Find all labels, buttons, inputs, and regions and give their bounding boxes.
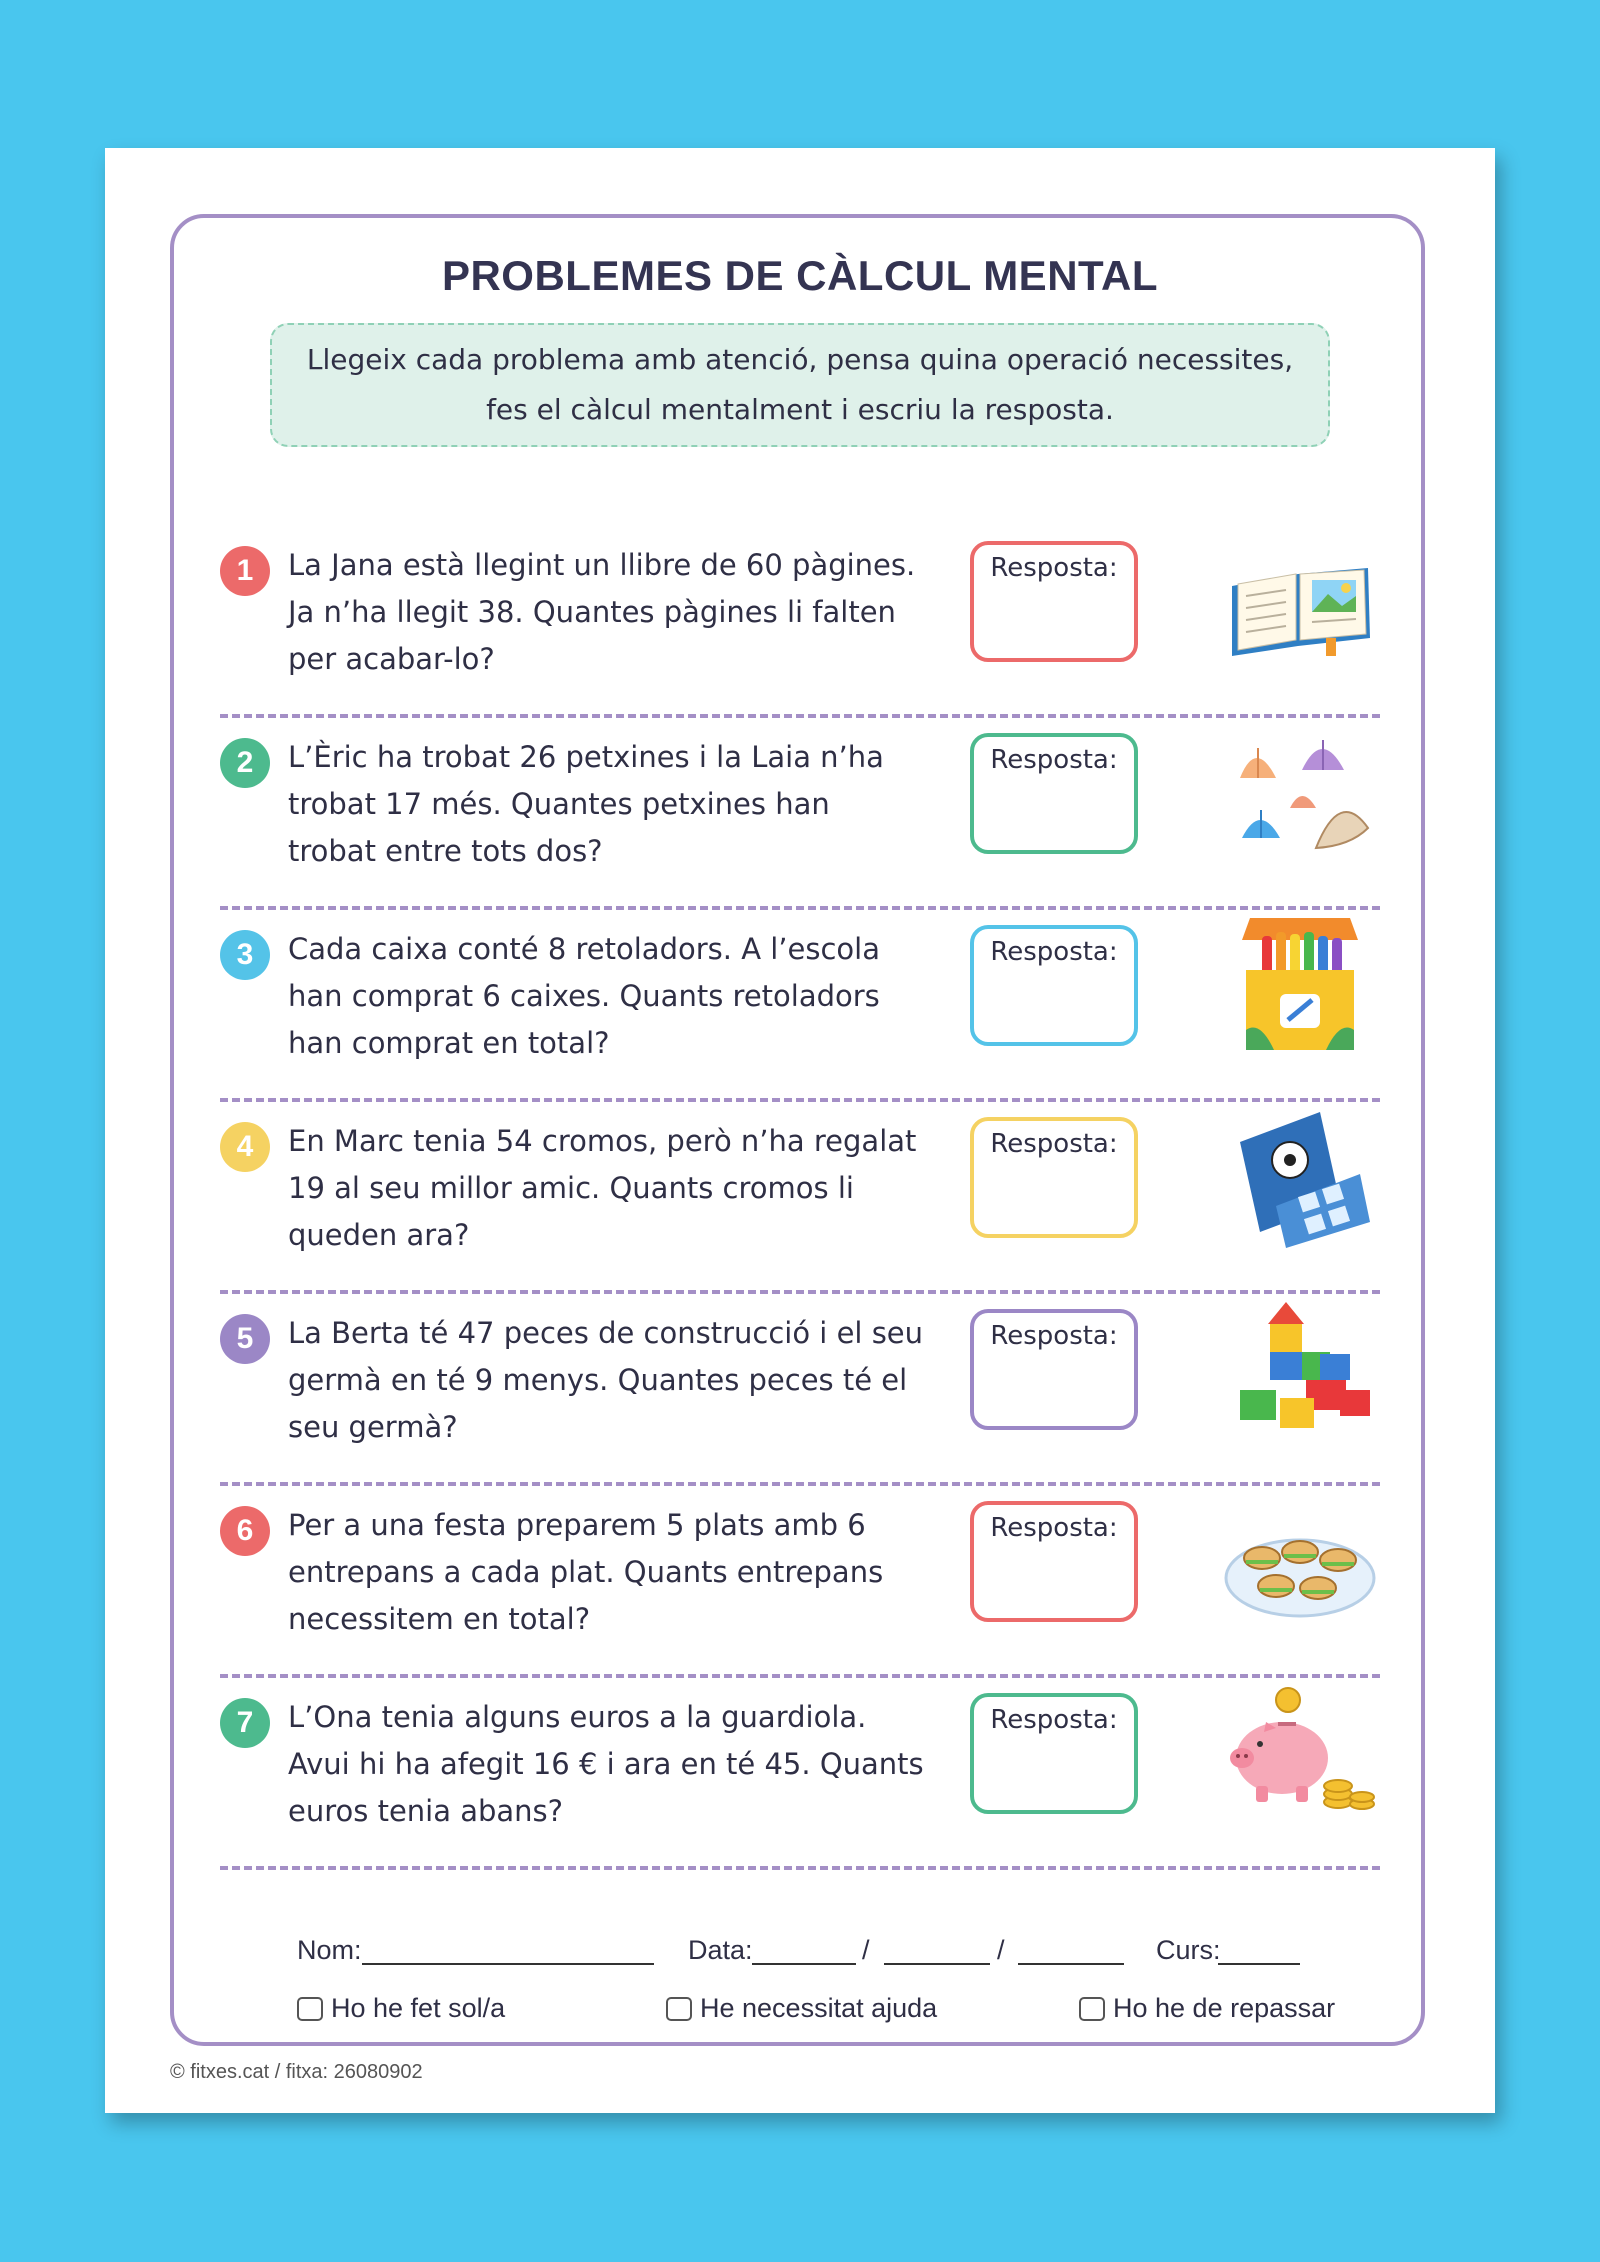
answer-label: Resposta: — [990, 937, 1118, 967]
checkbox-label: Ho he de repassar — [1113, 1993, 1336, 2023]
answer-label: Resposta: — [990, 1321, 1118, 1351]
problem-text-line: per acabar-lo? — [288, 642, 495, 676]
problem-number-badge: 2 — [220, 738, 270, 788]
name-label: Nom: — [297, 1935, 362, 1965]
answer-box[interactable] — [970, 1309, 1138, 1430]
worksheet — [105, 148, 1495, 2113]
problem-text-line: En Marc tenia 54 cromos, però n’ha regalat — [288, 1124, 917, 1158]
page-title: PROBLEMES DE CÀLCUL MENTAL — [441, 252, 1159, 299]
date-year-field[interactable] — [1018, 1963, 1124, 1965]
answer-box[interactable] — [970, 733, 1138, 854]
sticker-album-icon — [1220, 1102, 1380, 1252]
problem-2 — [220, 718, 1380, 910]
problem-text-line: seu germà? — [288, 1410, 458, 1444]
answer-box[interactable] — [970, 1117, 1138, 1238]
check-needed-help[interactable] — [666, 1993, 937, 2024]
problem-text-line: La Jana està llegint un llibre de 60 pàgines. — [288, 548, 916, 582]
problem-5 — [220, 1294, 1380, 1486]
date-label: Data: — [688, 1935, 753, 1965]
problem-text-line: La Berta té 47 peces de construcció i el seu — [288, 1316, 924, 1350]
problem-text-line: han comprat en total? — [288, 1026, 610, 1060]
answer-label: Resposta: — [990, 553, 1118, 583]
problem-number-badge: 1 — [220, 546, 270, 596]
problem-text — [288, 1118, 917, 1259]
answer-label: Resposta: — [990, 745, 1118, 775]
check-need-review[interactable] — [1079, 1993, 1335, 2024]
dashed-divider — [220, 1866, 1380, 1870]
copyright-text: © fitxes.cat / fitxa: 26080902 — [170, 2061, 423, 2083]
problem-number-badge: 4 — [220, 1122, 270, 1172]
name-field[interactable] — [362, 1963, 654, 1965]
problem-text-line: entrepans a cada plat. Quants entrepans — [288, 1555, 884, 1589]
problem-text-line: Per a una festa preparem 5 plats amb 6 — [288, 1508, 866, 1542]
problem-text-line: trobat entre tots dos? — [288, 834, 603, 868]
instructions-box — [270, 323, 1330, 447]
date-month-field[interactable] — [884, 1963, 990, 1965]
answer-box[interactable] — [970, 925, 1138, 1046]
course-field[interactable] — [1218, 1963, 1300, 1965]
problem-text-line: L’Èric ha trobat 26 petxines i la Laia n’ha — [288, 740, 884, 774]
problem-text-line: necessitem en total? — [288, 1602, 591, 1636]
problem-6 — [220, 1486, 1380, 1678]
problem-text — [288, 1310, 924, 1451]
problem-text — [288, 1502, 898, 1643]
problem-text — [288, 1694, 924, 1835]
problem-text — [288, 542, 916, 683]
checkbox[interactable] — [666, 1997, 692, 2021]
answer-label: Resposta: — [990, 1705, 1118, 1735]
open-book-icon — [1220, 526, 1380, 676]
problem-text-line: han comprat 6 caixes. Quants retoladors — [288, 979, 880, 1013]
instructions-line-2: fes el càlcul mentalment i escriu la resposta. — [486, 393, 1114, 426]
problem-text-line: germà en té 9 menys. Quantes peces té el — [288, 1363, 908, 1397]
problem-number-badge: 5 — [220, 1314, 270, 1364]
problem-text-line: Avui hi ha afegit 16 € i ara en té 45. Quants — [288, 1747, 924, 1781]
answer-box[interactable] — [970, 541, 1138, 662]
problem-1 — [220, 526, 1380, 718]
problem-text-line: trobat 17 més. Quantes petxines han — [288, 787, 830, 821]
checkbox-label: He necessitat ajuda — [700, 1993, 938, 2023]
problem-7 — [220, 1678, 1380, 1870]
problem-text — [288, 926, 898, 1067]
seashells-icon — [1220, 718, 1380, 868]
date-separator: / — [862, 1935, 870, 1965]
answer-box[interactable] — [970, 1501, 1138, 1622]
course-label: Curs: — [1156, 1935, 1221, 1965]
problem-4 — [220, 1102, 1380, 1294]
building-blocks-icon — [1220, 1294, 1380, 1444]
answer-label: Resposta: — [990, 1129, 1118, 1159]
problem-text-line: euros tenia abans? — [288, 1794, 564, 1828]
answer-box[interactable] — [970, 1693, 1138, 1814]
problem-text-line: 19 al seu millor amic. Quants cromos li — [288, 1171, 854, 1205]
problem-number-badge: 3 — [220, 930, 270, 980]
problem-text — [288, 734, 898, 875]
problem-text-line: Cada caixa conté 8 retoladors. A l’escola — [288, 932, 880, 966]
problem-number-badge: 6 — [220, 1506, 270, 1556]
date-separator: / — [997, 1935, 1005, 1965]
instructions-line-1: Llegeix cada problema amb atenció, pensa quina operació necessites, — [306, 343, 1294, 376]
problem-number-badge: 7 — [220, 1698, 270, 1748]
sandwich-plate-icon — [1220, 1486, 1380, 1636]
problem-3 — [220, 910, 1380, 1102]
marker-box-icon — [1220, 910, 1380, 1060]
piggy-bank-icon — [1220, 1678, 1380, 1828]
problem-text-line: queden ara? — [288, 1218, 470, 1252]
answer-label: Resposta: — [990, 1513, 1118, 1543]
checkbox-label: Ho he fet sol/a — [331, 1993, 506, 2023]
checkbox[interactable] — [297, 1997, 323, 2021]
check-done-alone[interactable] — [297, 1993, 505, 2024]
checkbox[interactable] — [1079, 1997, 1105, 2021]
date-day-field[interactable] — [752, 1963, 856, 1965]
problem-text-line: Ja n’ha llegit 38. Quantes pàgines li falten — [288, 595, 896, 629]
problem-text-line: L’Ona tenia alguns euros a la guardiola. — [288, 1700, 867, 1734]
